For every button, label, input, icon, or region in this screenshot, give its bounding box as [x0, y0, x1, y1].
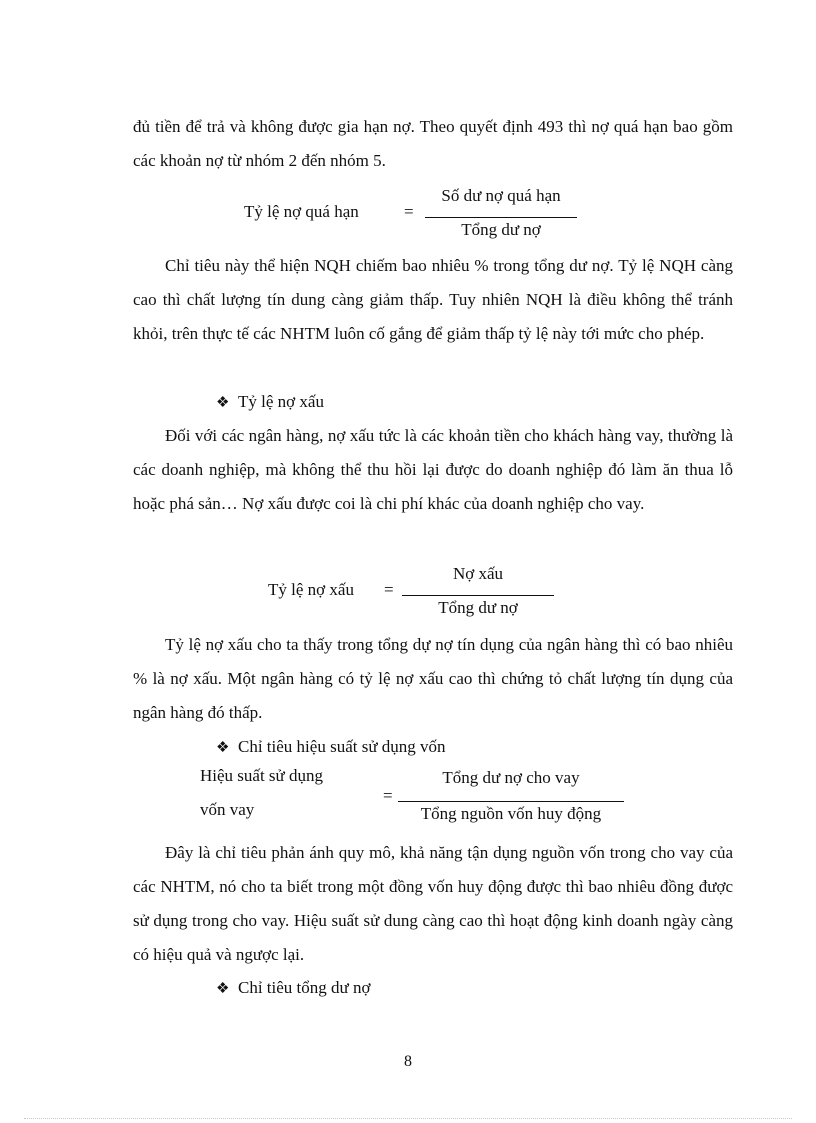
paragraph-overdue-debt-intro: đủ tiền để trả và không được gia hạn nợ. Theo quyết định 493 thì nợ quá hạn bao gồm các khoản nợ từ nhóm 2 đến nhóm 5.	[133, 117, 733, 170]
formula-numerator: Tổng dư nợ cho vay	[442, 768, 580, 787]
bullet-bad-debt-ratio	[216, 385, 324, 420]
bullet-label: Tỷ lệ nợ xấu	[238, 392, 324, 411]
formula-label-line1: Hiệu suất sử dụng	[200, 766, 324, 785]
page-bottom-divider	[24, 1118, 792, 1119]
formula-label-line2: vốn vay	[200, 800, 255, 819]
formula-denominator: Tổng dư nợ	[461, 220, 541, 239]
paragraph-bad-debt-definition: Đối với các ngân hàng, nợ xấu tức là các khoản tiền cho khách hàng vay, thường là các doanh nghiệp, mà không thể thu hồi lại được do doanh nghiệp đó làm ăn thua lỗ hoặc phá sản… Nợ xấu được coi là chi phí khác của doanh nghiệp cho vay.	[133, 426, 733, 513]
diamond-bullet-icon: ❖	[216, 740, 230, 756]
formula-label: Tỷ lệ nợ quá hạn	[244, 202, 359, 221]
formula-numerator: Số dư nợ quá hạn	[441, 186, 561, 205]
fraction-bar	[402, 595, 554, 596]
formula-equals: =	[383, 786, 393, 805]
paragraph-capital-efficiency-explanation: Đây là chỉ tiêu phản ánh quy mô, khả năng tận dụng nguồn vốn trong cho vay của các NHTM, nó cho ta biết trong một đồng vốn huy động được thì bao nhiêu đồng được sử dụng trong cho vay. Hiệu suất sử dung càng cao thì hoạt động kinh doanh ngày càng có hiệu quả và ngược lại.	[133, 843, 733, 964]
formula-equals: =	[404, 202, 414, 221]
formula-label: Tỷ lệ nợ xấu	[268, 580, 354, 599]
fraction-bar	[425, 217, 577, 218]
formula-equals: =	[384, 580, 394, 599]
bullet-capital-efficiency	[216, 730, 446, 765]
formula-denominator: Tổng dư nợ	[438, 598, 518, 617]
formula-denominator: Tổng nguồn vốn huy động	[420, 804, 602, 823]
bullet-label: Chỉ tiêu hiệu suất sử dụng vốn	[238, 737, 446, 756]
bullet-label: Chỉ tiêu tổng dư nợ	[238, 978, 371, 997]
fraction-bar	[398, 801, 624, 802]
diamond-bullet-icon: ❖	[216, 981, 230, 997]
paragraph-overdue-debt-explanation: Chỉ tiêu này thể hiện NQH chiếm bao nhiêu % trong tổng dư nợ. Tỷ lệ NQH càng cao thì chất lượng tín dung càng giảm thấp. Tuy nhiên NQH là điều không thể tránh khỏi, trên thực tế các NHTM luôn cố gắng để giảm thấp tỷ lệ này tới mức cho phép.	[133, 256, 733, 343]
diamond-bullet-icon: ❖	[216, 395, 230, 411]
bullet-total-outstanding-loans	[216, 971, 370, 1006]
page-number: 8	[404, 1053, 412, 1070]
paragraph-bad-debt-explanation: Tỷ lệ nợ xấu cho ta thấy trong tổng dự nợ tín dụng của ngân hàng thì có bao nhiêu % là nợ xấu. Một ngân hàng có tỷ lệ nợ xấu cao thì chứng tỏ chất lượng tín dụng của ngân hàng đó thấp.	[133, 635, 733, 722]
formula-numerator: Nợ xấu	[452, 564, 504, 583]
